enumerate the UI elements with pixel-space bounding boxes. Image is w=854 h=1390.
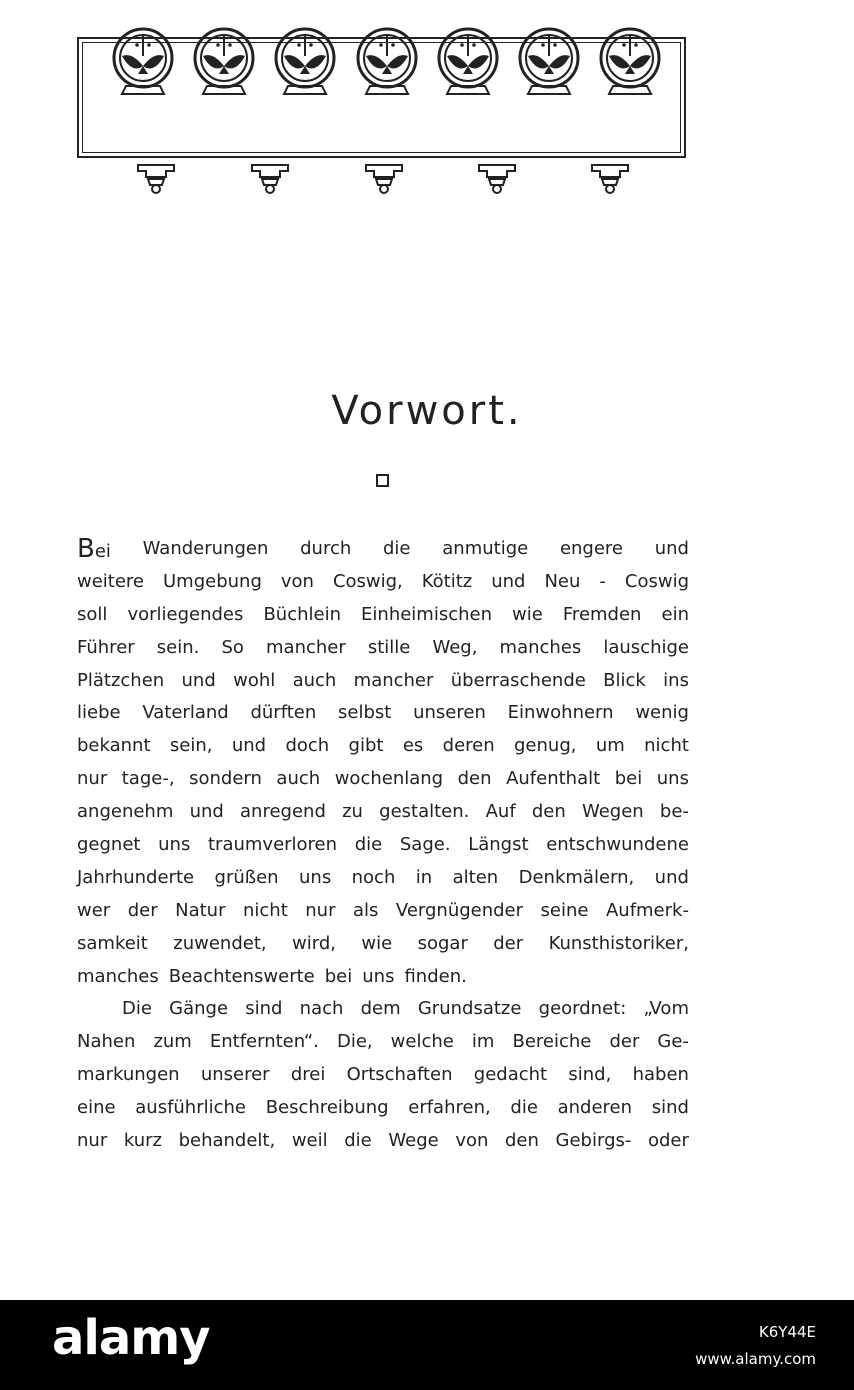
- word: sondern: [189, 768, 262, 790]
- word: Gänge: [169, 998, 229, 1020]
- word: markungen: [77, 1064, 180, 1086]
- word: Entfernten“.: [209, 1031, 319, 1053]
- word: geordnet:: [538, 998, 627, 1020]
- word: nur: [77, 1130, 108, 1152]
- word: und: [654, 866, 689, 888]
- word: den: [531, 801, 566, 823]
- word: zu: [342, 801, 363, 823]
- word: und: [491, 570, 526, 592]
- corbel-bracket-icon: [250, 163, 290, 195]
- word: Bereiche: [512, 1031, 592, 1053]
- word: und: [654, 538, 689, 559]
- word: nur: [305, 899, 336, 921]
- word: wie: [361, 932, 393, 954]
- word: Blick: [603, 669, 646, 691]
- word: in: [415, 866, 433, 888]
- word: unseren: [413, 702, 486, 724]
- word: der: [609, 1031, 640, 1053]
- corbel-bracket-icon: [136, 163, 176, 195]
- word: So: [221, 636, 244, 658]
- word: bei: [614, 768, 643, 790]
- word: Büchlein: [263, 603, 341, 625]
- word: auch: [292, 669, 337, 691]
- text-line: [77, 1059, 689, 1092]
- text-line: [77, 763, 689, 796]
- word: im: [471, 1031, 495, 1053]
- text-line: [77, 632, 689, 665]
- word: wochenlang: [334, 768, 444, 790]
- word: deren: [442, 735, 495, 757]
- word: und: [181, 669, 216, 691]
- word: Plätzchen: [77, 669, 165, 691]
- word: soll: [77, 603, 108, 625]
- word: grüßen: [214, 866, 279, 888]
- word: Natur: [175, 899, 226, 921]
- word: nicht: [242, 899, 288, 921]
- word: durch: [300, 538, 352, 559]
- word: lauschige: [603, 636, 689, 658]
- word: Denkmälern,: [518, 866, 635, 888]
- word: gegnet: [77, 834, 141, 856]
- word: Ge-: [657, 1031, 689, 1053]
- word: als: [352, 899, 379, 921]
- word: Bei: [77, 534, 111, 564]
- corbel-bracket-icon: [364, 163, 404, 195]
- word: dürften: [250, 702, 317, 724]
- word: samkeit: [77, 932, 148, 954]
- lotus-medallion-icon: [354, 26, 420, 98]
- word: Auf: [485, 801, 516, 823]
- word: Die: [122, 998, 152, 1020]
- word: Kötitz: [421, 570, 473, 592]
- word: ins: [663, 669, 689, 691]
- word: ausführliche: [135, 1097, 247, 1119]
- word: Coswig,: [332, 570, 403, 592]
- word: vorliegendes: [127, 603, 244, 625]
- word: auch: [276, 768, 321, 790]
- lotus-medallion-icon: [191, 26, 257, 98]
- word: sind: [651, 1097, 689, 1119]
- word: Nahen: [77, 1031, 136, 1053]
- word: Einwohnern: [507, 702, 614, 724]
- word: von: [455, 1130, 489, 1152]
- text-line: [77, 599, 689, 632]
- word: anmutige: [442, 538, 529, 559]
- text-line: [77, 665, 689, 698]
- word: wohl: [233, 669, 276, 691]
- text-line: [77, 566, 689, 599]
- word: sind,: [568, 1064, 612, 1086]
- word: Die,: [336, 1031, 373, 1053]
- word: sind: [245, 998, 283, 1020]
- lotus-medallion-icon: [110, 26, 176, 98]
- word: den: [457, 768, 492, 790]
- word: noch: [351, 866, 396, 888]
- word: haben: [632, 1064, 689, 1086]
- word: Beachtenswerte: [168, 965, 315, 987]
- word: nur: [77, 768, 108, 790]
- word: der: [127, 899, 158, 921]
- word: selbst: [338, 702, 392, 724]
- word: welche: [390, 1031, 454, 1053]
- word: uns: [158, 834, 191, 856]
- image-id: K6Y44E: [758, 1323, 816, 1341]
- text-line: [77, 862, 689, 895]
- word: Vaterland: [142, 702, 229, 724]
- corbel-bracket-icon: [590, 163, 630, 195]
- word: den: [505, 1130, 539, 1152]
- text-line: [77, 829, 689, 862]
- word: von: [280, 570, 314, 592]
- word: Aufmerk-: [605, 899, 689, 921]
- word: weitere: [77, 570, 145, 592]
- word: Coswig: [624, 570, 689, 592]
- word: um: [595, 735, 625, 757]
- lotus-medallion-icon: [597, 26, 663, 98]
- word: uns: [362, 965, 395, 987]
- word: Fremden: [562, 603, 642, 625]
- word: die: [354, 834, 383, 856]
- word: oder: [647, 1130, 689, 1152]
- text-line: [77, 1026, 689, 1059]
- word: die: [344, 1130, 372, 1152]
- word: sogar: [417, 932, 468, 954]
- word: finden.: [404, 965, 467, 987]
- word: Aufenthalt: [506, 768, 601, 790]
- word: Kunsthistoriker,: [548, 932, 689, 954]
- word: genug,: [514, 735, 577, 757]
- text-line: [77, 961, 689, 994]
- text-line: [77, 1092, 689, 1125]
- word: tage-,: [121, 768, 175, 790]
- footer-url: www.alamy.com: [695, 1350, 816, 1368]
- word: uns: [299, 866, 332, 888]
- lotus-medallion-icon: [272, 26, 338, 98]
- word: eine: [77, 1097, 116, 1119]
- word: unserer: [200, 1064, 270, 1086]
- word: Wanderungen: [142, 538, 269, 559]
- word: wird,: [292, 932, 336, 954]
- word: wie: [512, 603, 543, 625]
- word: Längst: [468, 834, 529, 856]
- drop-cap: B: [77, 534, 95, 564]
- word: sein.: [156, 636, 200, 658]
- word: wer: [77, 899, 111, 921]
- word: weil: [291, 1130, 328, 1152]
- word: liebe: [77, 702, 121, 724]
- word: Jahrhunderte: [77, 866, 195, 888]
- word: Führer: [77, 636, 135, 658]
- word: und: [231, 735, 267, 757]
- word: es: [402, 735, 424, 757]
- word: mancher: [266, 636, 346, 658]
- word: Weg,: [432, 636, 478, 658]
- word: -: [599, 570, 606, 592]
- word: manches: [499, 636, 582, 658]
- word: „Vom: [643, 998, 689, 1020]
- word: be-: [659, 801, 689, 823]
- word: gibt: [348, 735, 384, 757]
- word: kurz: [123, 1130, 162, 1152]
- word: Neu: [544, 570, 581, 592]
- word: die: [383, 538, 411, 559]
- word: doch: [285, 735, 330, 757]
- word: die: [510, 1097, 538, 1119]
- body-text: [77, 533, 689, 1158]
- text-line: [77, 796, 689, 829]
- word: mancher: [353, 669, 434, 691]
- word: manches: [77, 965, 159, 987]
- word: engere: [559, 538, 623, 559]
- word: Einheimischen: [361, 603, 492, 625]
- word: Ortschaften: [346, 1064, 453, 1086]
- word: bei: [324, 965, 353, 987]
- word: nicht: [644, 735, 689, 757]
- word: zuwendet,: [173, 932, 267, 954]
- text-line: [77, 730, 689, 763]
- word: seine: [540, 899, 589, 921]
- word: und: [189, 801, 224, 823]
- word: dem: [360, 998, 401, 1020]
- word: Beschreibung: [265, 1097, 389, 1119]
- word: anregend: [240, 801, 326, 823]
- text-line: [77, 895, 689, 928]
- word: Vergnügender: [395, 899, 524, 921]
- word: ein: [661, 603, 689, 625]
- title-square-ornament: [376, 474, 389, 487]
- text-line: [77, 993, 689, 1026]
- word: bekannt: [77, 735, 151, 757]
- page-title: Vorwort.: [331, 388, 523, 434]
- corbel-bracket-icon: [477, 163, 517, 195]
- word: der: [493, 932, 524, 954]
- footer-logo: alamy: [52, 1310, 210, 1366]
- watermark-footer: [0, 1300, 854, 1390]
- text-line: [77, 928, 689, 961]
- text-line: [77, 533, 689, 566]
- text-line: [77, 1125, 689, 1158]
- word: wenig: [635, 702, 689, 724]
- word: Wegen: [581, 801, 644, 823]
- word: Wege: [388, 1130, 439, 1152]
- word: Umgebung: [163, 570, 262, 592]
- word: überraschende: [450, 669, 586, 691]
- text-line: [77, 697, 689, 730]
- word: sein,: [169, 735, 213, 757]
- word: Gebirgs-: [555, 1130, 632, 1152]
- word: Sage.: [399, 834, 451, 856]
- word: gedacht: [473, 1064, 548, 1086]
- word: drei: [290, 1064, 326, 1086]
- word: zum: [153, 1031, 192, 1053]
- lotus-medallion-icon: [516, 26, 582, 98]
- word: behandelt,: [178, 1130, 276, 1152]
- word: alten: [452, 866, 499, 888]
- word: gestalten.: [379, 801, 470, 823]
- word: stille: [367, 636, 411, 658]
- word: erfahren,: [408, 1097, 491, 1119]
- word: Grundsatze: [417, 998, 522, 1020]
- word: nach: [299, 998, 344, 1020]
- word: entschwundene: [546, 834, 689, 856]
- word: anderen: [557, 1097, 633, 1119]
- word: traumverloren: [207, 834, 338, 856]
- lotus-medallion-icon: [435, 26, 501, 98]
- word: angenehm: [77, 801, 174, 823]
- word: uns: [656, 768, 689, 790]
